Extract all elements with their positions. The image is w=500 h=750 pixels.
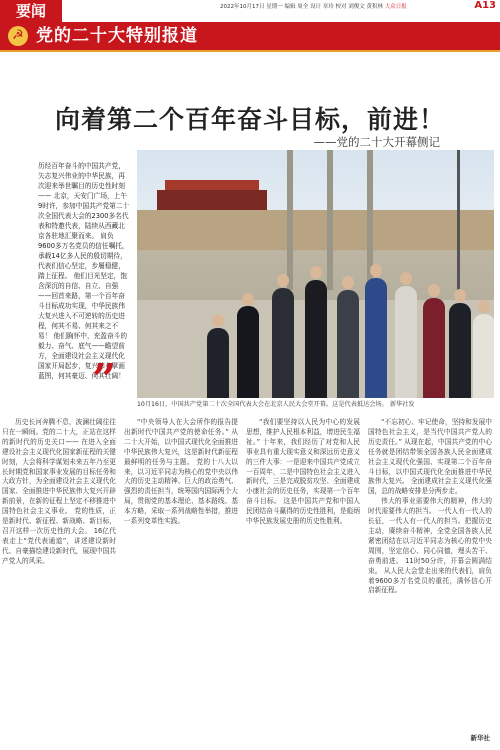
article-body [2,418,496,746]
body-paragraph: 历史长河奔腾不息，波澜壮阔往往只在一瞬间。党的二十大，正站在这样的新时代的历史关口—— 在进入全面建设社会主义现代化国家新征程的关键时刻，大会将科学谋划未来五年乃至更长时期党和国家事业发展的目标任务和大政方针，为全面建设社会主义现代化国家、全面推进中华民族伟大复兴开辟新前景，在新的征程上坚定不移推进中国特色社会主义事业。 党的性质，正是新时代、新征程、新战略、新目标，召开这样一次历史性的大会。 16亿代表走上“党代表通道”，讲述建设新时代、自豪描绘建设新时代，展现中国共产党人的风采。 [2,418,116,565]
photo-person-head [310,266,322,279]
photo-person [305,280,327,398]
photo-person-head [277,274,289,287]
article-lead: 历经百年奋斗的中国共产党，矢志复兴伟业的中华民族，再次迎来举世瞩目的历史性时刻—— 北京，天安门广场，上午9时许，参加中国共产党第二十次全国代表大会的2300多名代表和特邀代表，陆续从西藏北京各驻地汇聚而来。 肩负9600多万名党员的信任嘱托，承载14亿多人民的殷切期待，代表们信心坚定，步履稳健，踏上征程。 他们目光坚定，饱含深沉的自信、自立、自强——回首来路，第一个百年奋斗目标成功实现，中华民族伟大复兴进入不可逆转的历史进程，何其不易、何其来之不易！ 他们胸怀中，充盈奋斗的毅力、奋气、底气——瞻望前方，全面建设社会主义现代化国家开局起步，复兴伟业擘画蓝图，何其豪迈、何其壮阔！ [38,162,130,380]
article-subhead: ——党的二十大开幕侧记 [313,135,440,149]
photo-person-head [454,289,466,302]
body-column-1 [2,418,116,567]
body-column-3 [246,418,360,527]
dateline-text: 2022年10月17日 星期一 编辑 周全 设计 章玲 校对 刘俊文 黄积林 [220,4,383,10]
photo-person-head [400,272,412,285]
party-emblem-icon: ☭ [8,26,28,46]
quote-mark-icon: ” [92,355,117,404]
banner-stripe [0,50,500,52]
page-number: A13 [474,0,496,11]
body-paragraph: 伟大的事业需要伟大的精神，伟大的时代需要伟大的担当。 一代人有一代人的长征，一代人有一代人的担当。把握历史主动，赓续奋斗精神，全党全国各族人民紧密团结在以习近平同志为核心的党中央周围，坚定信心、同心同德，埋头苦干、奋勇前进。 11时50分许，开幕会圆满结束。 从人民大会堂走出来的代表们，肩负着9600多万名党员的重托，满怀信心开启新征程。 [368,497,492,595]
photo-person [423,298,445,398]
body-column-2 [124,418,238,527]
photo-caption: 10月16日，中国共产党第二十次全国代表大会在北京人民大会堂开幕。这是代表抵达会场。 新华社发 [137,401,415,408]
photo-person [473,314,494,398]
body-paragraph: “中央领导人在大会所作的报告提出新时代中国共产党的使命任务。” 从二十大开始，以中国式现代化全面推进中华民族伟大复兴，这是新时代新征程最鲜明的任务与主题。 党的十八大以来，以习近平同志为核心的党中央以伟大的历史主动精神、巨大的政治勇气、强烈的责任担当，统筹国内国际两个大局，贯彻党的基本理论、基本路线、基本方略，采取一系列战略性举措，推进一系列变革性实践。 [124,418,238,526]
photo-person [237,306,259,398]
article-signature: 新华社 [470,734,490,742]
photo-person-head [242,293,254,306]
photo-column [287,150,293,290]
photo-person [449,303,471,398]
news-photo [137,150,494,398]
photo-building [137,210,494,250]
photo-person [395,286,417,398]
paper-name: 大众日报 [384,4,407,10]
photo-column [327,150,333,290]
photo-person-head [342,276,354,289]
photo-person [207,328,229,398]
photo-building-roof [157,190,267,212]
body-column-4 [368,418,492,596]
photo-person-head [478,300,490,313]
section-tab: 要闻 [0,0,62,22]
photo-person [365,278,387,398]
photo-person-head [212,314,224,327]
dateline [220,2,496,10]
banner-title: 党的二十大特别报道 [36,26,198,46]
photo-person [337,290,359,398]
body-paragraph: “我们要坚持以人民为中心的发展思想，维护人民根本利益，增进民生福祉。” 十年来，我们经历了对党和人民事业具有重大现实意义和深远历史意义的三件大事：一是迎来中国共产党成立一百周年，二是中国特色社会主义进入新时代，三是完成脱贫攻坚、全面建成小康社会的历史任务，实现第一个百年奋斗目标。 这是中国共产党和中国人民团结奋斗赢得的历史性胜利，是彪炳中华民族发展史册的历史性胜利。 [246,418,360,526]
photo-lamp-post [457,150,460,300]
article-headline: 向着第二个百年奋斗目标，前进！ [54,105,445,134]
photo-person-head [370,264,382,277]
photo-person-head [428,284,440,297]
body-paragraph: “不忘初心、牢记使命，坚持和发展中国特色社会主义，是当代中国共产党人的历史责任。” 从现在起，中国共产党的中心任务就是团结带领全国各族人民全面建成社会主义现代化强国、实现第二个百年奋斗目标，以中国式现代化全面推进中华民族伟大复兴。 全面建成社会主义现代化强国，总的战略安排是分两步走。 [368,418,492,496]
photo-person [272,288,294,398]
page-header [0,0,500,52]
